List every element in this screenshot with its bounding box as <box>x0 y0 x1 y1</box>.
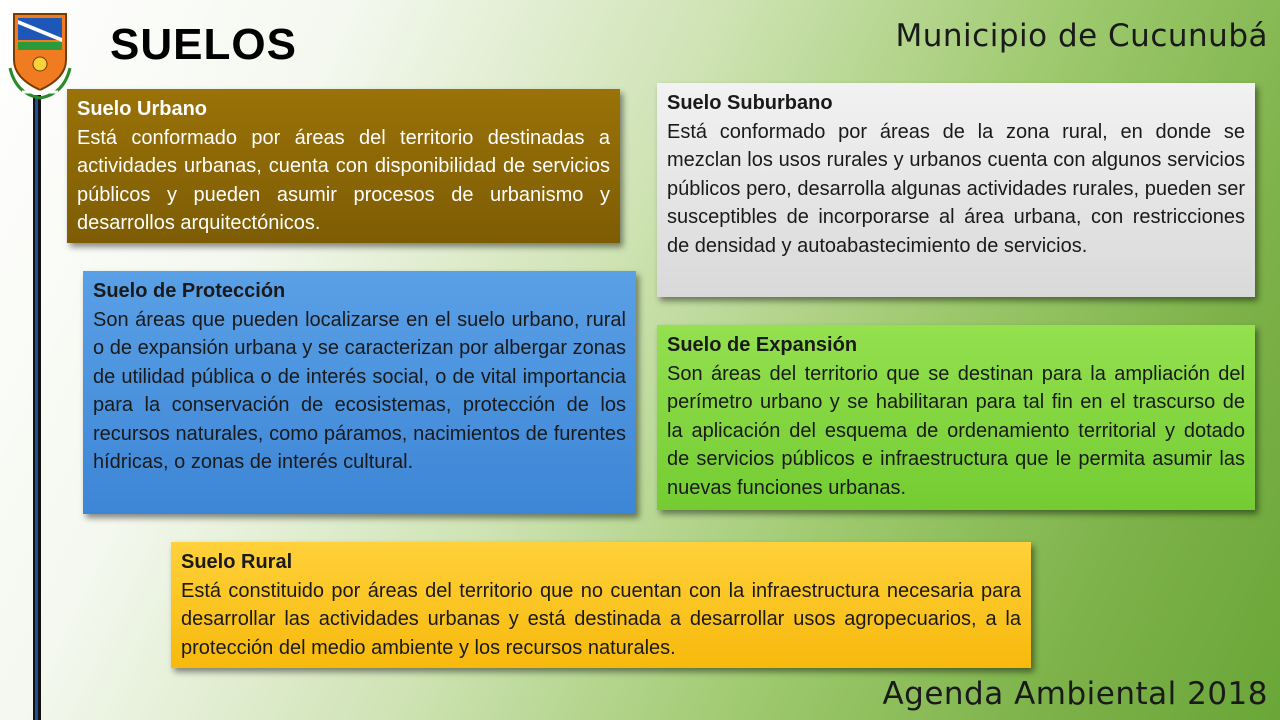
card-title: Suelo de Expansión <box>667 334 858 356</box>
card-title: Suelo Rural <box>181 551 293 573</box>
coat-of-arms-icon <box>8 8 72 100</box>
municipality-label: Municipio de Cucunubá <box>895 18 1268 54</box>
card-body: Está conformado por áreas de la zona rural, en donde se mezclan los usos rurales y urbanos cuenta con algunos servicios públicos pero, desarrolla algunas actividades rurales, pueden ser susceptibles de incorporarse al área urbana, con restricciones de densidad y autoabastecimiento de servicios. <box>667 120 1245 257</box>
card-suelo-expansion <box>657 325 1255 510</box>
card-title: Suelo de Protección <box>93 280 286 302</box>
card-suelo-proteccion <box>83 271 636 514</box>
card-suelo-urbano <box>67 89 620 243</box>
card-body: Son áreas del territorio que se destinan para la ampliación del perímetro urbano y se habilitaran para tal fin en el trascurso de la aplicación del esquema de ordenamiento territorial y dotado de servicios públicos e infraestructura que le permita asumir las nuevas funciones urbanas. <box>667 362 1245 499</box>
card-body: Está conformado por áreas del territorio destinadas a actividades urbanas, cuenta con disponibilidad de servicios públicos y pueden asumir procesos de urbanismo y desarrollos arquitectónicos. <box>77 126 610 234</box>
card-title: Suelo Suburbano <box>667 92 833 114</box>
footer-label: Agenda Ambiental 2018 <box>882 676 1268 712</box>
card-title: Suelo Urbano <box>77 98 208 120</box>
card-body: Son áreas que pueden localizarse en el suelo urbano, rural o de expansión urbana y se caracterizan por albergar zonas de utilidad pública o de interés social, o de vital importancia para la conservación de ecosistemas, protección de los recursos naturales, como páramos, nacimientos de furentes hídricas, o zonas de interés cultural. <box>93 308 626 473</box>
card-body: Está constituido por áreas del territorio que no cuentan con la infraestructura necesaria para desarrollar las actividades urbanas y está destinada a desarrollar usos agropecuarios, a la protección del medio ambiente y los recursos naturales. <box>181 579 1021 659</box>
page-title: SUELOS <box>110 20 297 69</box>
decorative-vertical-line-accent <box>35 95 38 720</box>
card-suelo-rural <box>171 542 1031 668</box>
card-suelo-suburbano <box>657 83 1255 297</box>
